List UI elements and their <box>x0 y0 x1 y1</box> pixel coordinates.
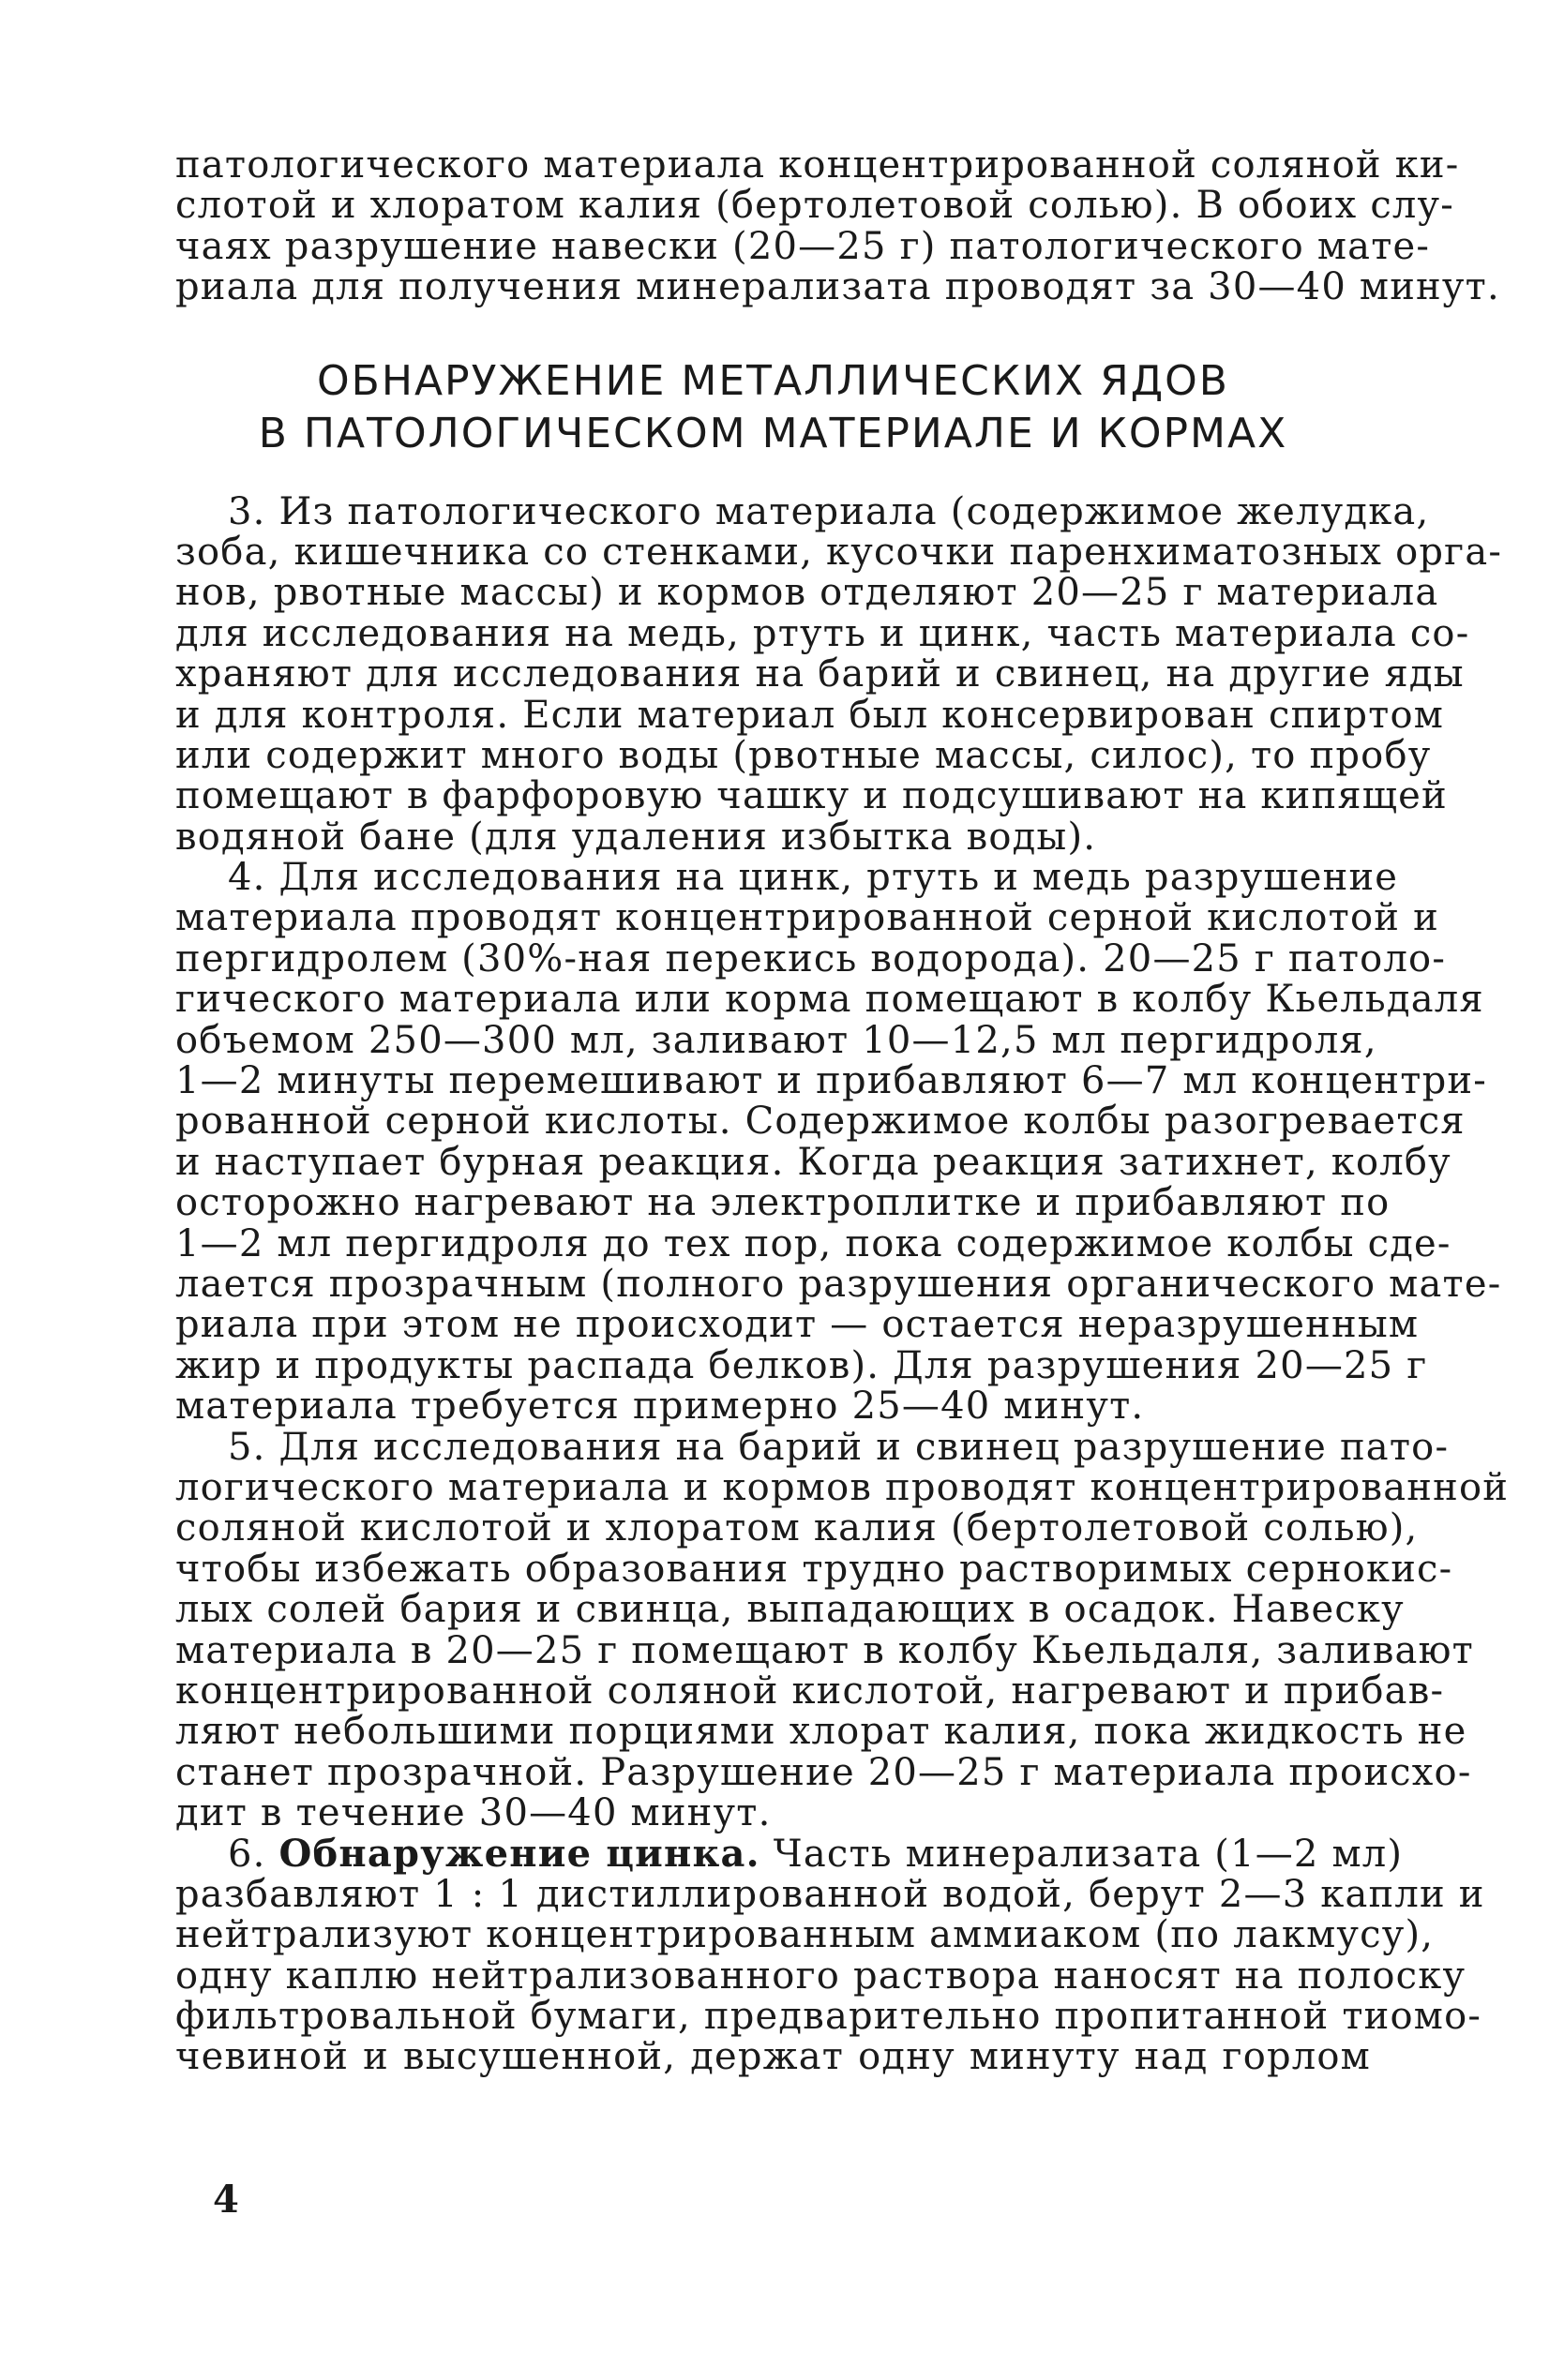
text-line: соляной кислотой и хлоратом калия (бертолетовой солью), <box>175 1506 1419 1550</box>
text-line: риала при этом не происходит — остается неразрушенным <box>175 1303 1420 1347</box>
paragraph-bold-title: Обнаружение цинка. <box>278 1832 760 1877</box>
section-heading-line-1: ОБНАРУЖЕНИЕ МЕТАЛЛИЧЕСКИХ ЯДОВ <box>317 356 1229 405</box>
section-heading-line-2: В ПАТОЛОГИЧЕСКОМ МАТЕРИАЛЕ И КОРМАХ <box>258 409 1288 457</box>
text-line: или содержит много воды (рвотные массы, силос), то пробу <box>175 733 1432 777</box>
paragraph-first-line-rest: Часть минерализата (1—2 мл) <box>773 1833 1404 1877</box>
text-line: разбавляют 1 : 1 дистиллированной водой, берут 2—3 капли и <box>175 1872 1485 1916</box>
paragraph-3 <box>175 489 1503 859</box>
text-line: 3. Из патологического материала (содержимое желудка, <box>228 489 1430 533</box>
text-line: 4. Для исследования на цинк, ртуть и медь разрушение <box>228 856 1399 900</box>
text-line: одну каплю нейтрализованного раствора наносят на полоску <box>175 1953 1466 1998</box>
text-line: и наступает бурная реакция. Когда реакция затихнет, колбу <box>175 1140 1451 1184</box>
text-line: нейтрализуют концентрированным аммиаком (по лакмусу), <box>175 1913 1435 1957</box>
text-line: концентрированной соляной кислотой, нагревают и прибав- <box>175 1669 1445 1713</box>
text-line: чтобы избежать образования трудно растворимых сернокис- <box>175 1547 1453 1591</box>
text-line: станет прозрачной. Разрушение 20—25 г материала происхо- <box>175 1750 1472 1794</box>
page-body <box>175 143 1510 2079</box>
paragraph-number: 6. <box>228 1833 266 1877</box>
text-line: лается прозрачным (полного разрушения органического мате- <box>175 1262 1502 1306</box>
text-line: дит в течение 30—40 минут. <box>175 1791 772 1835</box>
paragraph-4 <box>175 856 1502 1429</box>
text-line: водяной бане (для удаления избытка воды). <box>175 815 1097 859</box>
text-line: чевиной и высушенной, держат одну минуту над горлом <box>175 2035 1371 2079</box>
text-line: логического материала и кормов проводят концентрированной <box>175 1465 1510 1509</box>
text-line: чаях разрушение навески (20—25 г) патологического мате- <box>175 224 1431 268</box>
text-line: ляют небольшими порциями хлорат калия, пока жидкость не <box>175 1710 1467 1754</box>
page-number: 4 <box>213 2178 239 2222</box>
text-line <box>175 1832 1404 1877</box>
text-line: нов, рвотные массы) и кормов отделяют 20—25 г материала <box>175 571 1439 615</box>
text-line: жир и продукты распада белков). Для разрушения 20—25 г <box>175 1343 1428 1387</box>
text-line: материала проводят концентрированной серной кислотой и <box>175 896 1439 940</box>
text-line: 1—2 минуты перемешивают и прибавляют 6—7 мл концентри- <box>175 1059 1487 1103</box>
text-line: для исследования на медь, ртуть и цинк, часть материала со- <box>175 611 1470 655</box>
text-line: патологического материала концентрированной соляной ки- <box>175 143 1460 187</box>
text-line: материала требуется примерно 25—40 минут. <box>175 1385 1145 1429</box>
text-line: объемом 250—300 мл, заливают 10—12,5 мл пергидроля, <box>175 1018 1377 1062</box>
text-line: риала для получения минерализата проводят за 30—40 минут. <box>175 265 1500 309</box>
text-line: фильтровальной бумаги, предварительно пропитанной тиомо- <box>175 1995 1482 2039</box>
section-heading <box>175 355 1371 460</box>
text-line: гического материала или корма помещают в колбу Кьельдаля <box>175 978 1484 1022</box>
text-line: лых солей бария и свинца, выпадающих в осадок. Навеску <box>175 1588 1405 1632</box>
text-line: зоба, кишечника со стенками, кусочки паренхиматозных орга- <box>175 530 1503 574</box>
text-line: слотой и хлоратом калия (бертолетовой солью). В обоих слу- <box>175 184 1454 228</box>
text-line: пергидролем (30%-ная перекись водорода). 20—25 г патоло- <box>175 936 1447 980</box>
text-line: 5. Для исследования на барий и свинец разрушение пато- <box>228 1425 1450 1469</box>
text-line: 1—2 мл пергидроля до тех пор, пока содержимое колбы сде- <box>175 1221 1451 1265</box>
text-line: храняют для исследования на барий и свинец, на другие яды <box>175 652 1465 696</box>
intro-paragraph <box>175 143 1500 309</box>
paragraph-6 <box>175 1832 1485 2079</box>
text-line: рованной серной кислоты. Содержимое колбы разогревается <box>175 1100 1466 1144</box>
text-line: осторожно нагревают на электроплитке и прибавляют по <box>175 1181 1391 1225</box>
paragraph-5 <box>175 1425 1510 1835</box>
text-line: помещают в фарфоровую чашку и подсушивают на кипящей <box>175 774 1448 818</box>
text-line: материала в 20—25 г помещают в колбу Кьельдаля, заливают <box>175 1628 1474 1672</box>
text-line: и для контроля. Если материал был консервирован спиртом <box>175 693 1445 737</box>
